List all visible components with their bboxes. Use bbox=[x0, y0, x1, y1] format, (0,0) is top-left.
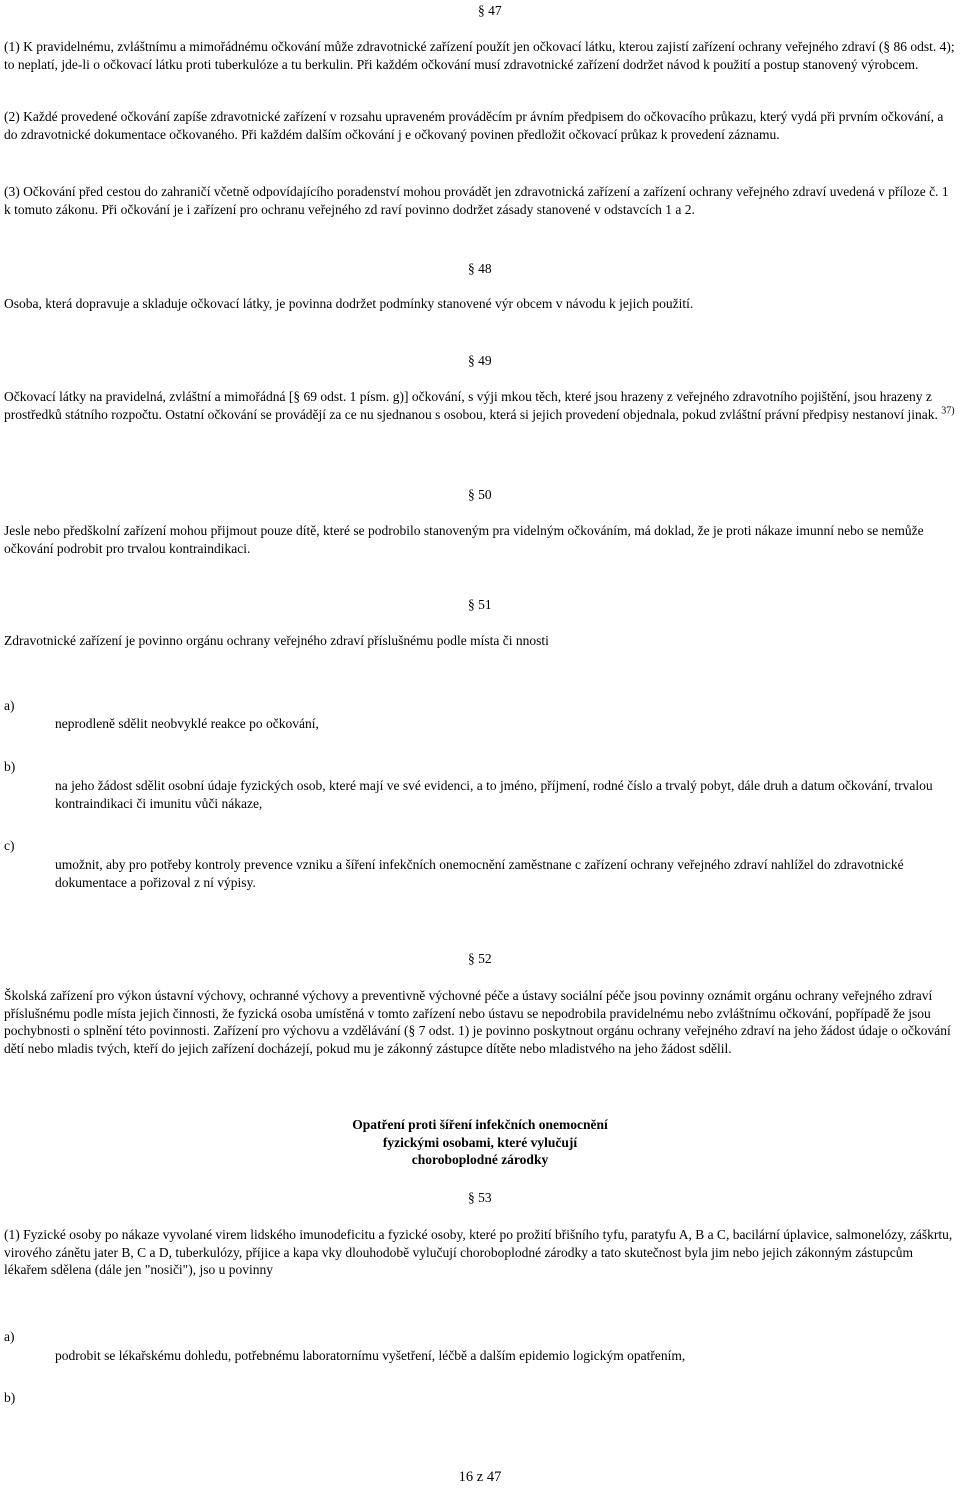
section-number-50: § 50 bbox=[468, 487, 492, 502]
chapter-heading bbox=[280, 1116, 680, 1169]
list-item-text-b: na jeho žádost sdělit osobní údaje fyzických osob, které mají ve své evidenci, a to jméno, příjmení, rodné číslo a trvalý pobyt, dále druh a datum očkování, trvalou kontraindikaci či imunitu vůči nákaze, bbox=[55, 778, 933, 811]
paragraph-52: Školská zařízení pro výkon ústavní výchovy, ochranné výchovy a preventivně výchovné péče a ústavy sociální péče jsou povinny oznámit orgánu ochrany veřejného zdraví příslušnému podle místa jejich činnosti, že fyzická osoba umístěná v tomto zařízení nebo ústavu se nepodrobila pravidelnému nebo zvláštnímu očkování, popřípadě že jsou pochybnosti o splnění této povinnosti. Zařízení pro výchovu a vzdělávání (§ 7 odst. 1) je povinno poskytnout orgánu ochrany veřejného zdraví na jeho žádost údaje o očkování dětí nebo mladis tvých, kteří do jejich zařízení docházejí, pokud mu je zákonný zástupce dítěte nebo mladistvého na jeho žádost sdělil. bbox=[4, 988, 951, 1056]
list-item-text-c: umožnit, aby pro potřeby kontroly prevence vzniku a šíření infekčních onemocnění zaměstnane c zařízení ochrany veřejného zdraví nahlížel do zdravotnické dokumentace a pořizoval z ní výpisy. bbox=[55, 857, 904, 890]
list-item-text-a: neprodleně sdělit neobvyklé reakce po očkování, bbox=[55, 716, 319, 731]
heading-line-2: fyzickými osobami, které vylučují bbox=[382, 1134, 578, 1150]
page-number: 16 z 47 bbox=[458, 1469, 502, 1485]
list-item-label-53-b: b) bbox=[4, 1390, 16, 1405]
paragraph-47-1: (1) K pravidelnému, zvláštnímu a mimořádnému očkování může zdravotnické zařízení použít jen očkovací látku, kterou zajistí zařízení ochrany veřejného zdraví (§ 86 odst. 4); to neplatí, jde-li o očkovací látku proti tuberkulóze a tu berkulin. Při každém očkování musí zdravotnické zařízení dodržet návod k použití a postup stanovený výrobcem. bbox=[4, 39, 955, 72]
list-item-label-c: c) bbox=[4, 838, 15, 853]
section-number-47: § 47 bbox=[478, 3, 502, 18]
section-number-53: § 53 bbox=[468, 1190, 492, 1205]
heading-line-3: choroboplodné zárodky bbox=[411, 1152, 549, 1167]
paragraph-49-text: Očkovací látky na pravidelná, zvláštní a mimořádná [§ 69 odst. 1 písm. g)] očkování, s výji mkou těch, které jsou hrazeny z veřejného zdravotního pojištění, jsou hrazeny z prostředků státního rozpočtu. Ostatní očkování se provádějí za ce nu sjednanou s osobou, která si jejich provedení objednala, pokud zvláštní právní předpisy nestanoví jinak. bbox=[4, 389, 938, 422]
list-item-label-53-a: a) bbox=[4, 1329, 15, 1344]
section-number-48: § 48 bbox=[468, 261, 492, 276]
list-item-text-53-a: podrobit se lékařskému dohledu, potřebnému laboratornímu vyšetření, léčbě a dalším epidemio logickým opatřením, bbox=[55, 1348, 686, 1363]
paragraph-47-3: (3) Očkování před cestou do zahraničí včetně odpovídajícího poradenství mohou provádět jen zdravotnická zařízení a zařízení ochrany veřejného zdraví uvedená v příloze č. 1 k tomuto zákonu. Při očkování je i zařízení pro ochranu veřejného zd raví povinno dodržet zásady stanovené v odstavcích 1 a 2. bbox=[4, 184, 949, 217]
section-number-49: § 49 bbox=[468, 353, 492, 368]
footnote-ref-37: 37) bbox=[941, 405, 955, 416]
heading-line-1: Opatření proti šíření infekčních onemocnění bbox=[352, 1117, 608, 1132]
paragraph-49 bbox=[4, 388, 956, 423]
section-number-52: § 52 bbox=[468, 951, 492, 966]
list-item-label-b: b) bbox=[4, 759, 16, 774]
section-number-51: § 51 bbox=[468, 597, 492, 612]
list-item-label-a: a) bbox=[4, 698, 15, 713]
paragraph-50: Jesle nebo předškolní zařízení mohou přijmout pouze dítě, které se podrobilo stanoveným pra videlným očkováním, má doklad, že je proti nákaze imunní nebo se nemůže očkování podrobit pro trvalou kontraindikaci. bbox=[4, 523, 924, 556]
paragraph-47-2: (2) Každé provedené očkování zapíše zdravotnické zařízení v rozsahu upraveném prováděcím pr ávním předpisem do očkovacího průkazu, který vydá při prvním očkování, a do zdravotnické dokumentace očkovaného. Při každém dalším očkování j e očkovaný povinen předložit očkovací průkaz k provedení záznamu. bbox=[4, 109, 944, 142]
paragraph-51: Zdravotnické zařízení je povinno orgánu ochrany veřejného zdraví příslušnému podle místa či nnosti bbox=[4, 633, 549, 648]
paragraph-53-1: (1) Fyzické osoby po nákaze vyvolané virem lidského imunodeficitu a fyzické osoby, které po prožití břišního tyfu, paratyfu A, B a C, bacilární úplavice, salmonelózy, záškrtu, virového zánětu jater B, C a D, tuberkulózy, příjice a kapa vky dlouhodobě vylučují choroboplodné zárodky a tato skutečnost byla jim nebo jejich zákonným zástupcům lékařem sdělena (dále jen "nosiči"), jso u povinny bbox=[4, 1227, 953, 1277]
paragraph-48: Osoba, která dopravuje a skladuje očkovací látky, je povinna dodržet podmínky stanovené výr obcem v návodu k jejich použití. bbox=[4, 296, 694, 311]
